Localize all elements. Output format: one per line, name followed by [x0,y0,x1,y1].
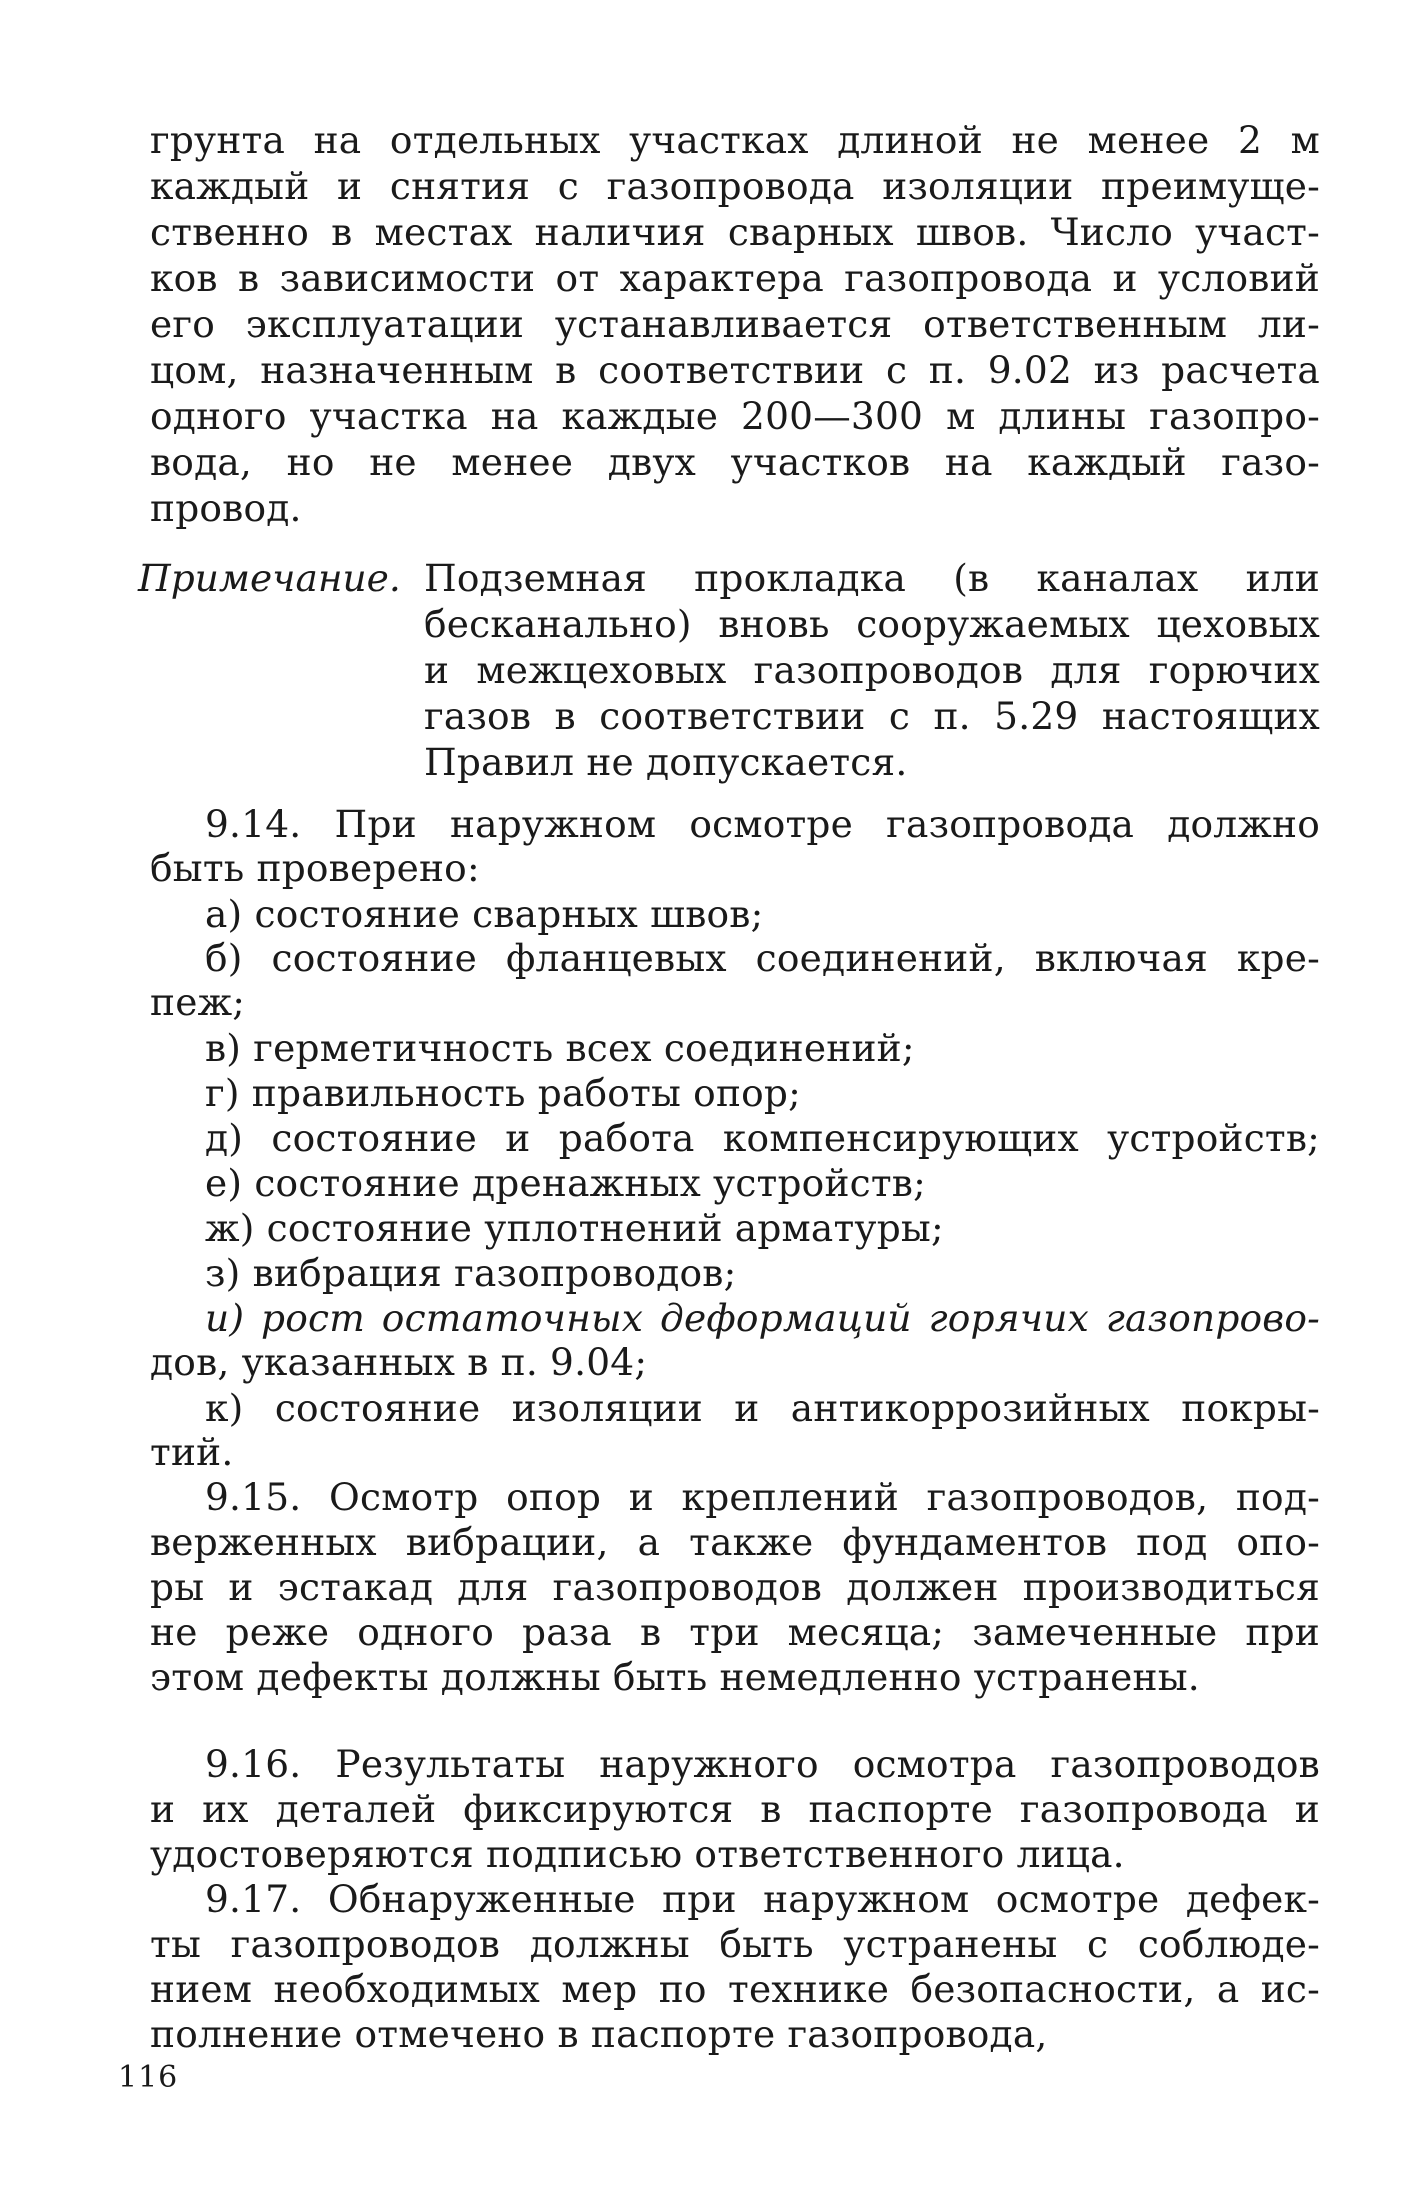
text-line: не реже одного раза в три месяца; замеченные при [150,1610,1320,1654]
note-line: и межцеховых газопроводов для горючих [424,648,1320,692]
text-line: одного участка на каждые 200—300 м длины газопро- [150,394,1320,438]
text-line: грунта на отдельных участках длиной не менее 2 м [150,118,1320,162]
text-line: цом, назначенным в соответствии с п. 9.02 из расчета [150,348,1320,392]
list-item: ж) состояние уплотнений арматуры; [205,1206,944,1250]
section-heading-line: 9.15. Осмотр опор и креплений газопроводов, под- [205,1475,1320,1519]
list-item: а) состояние сварных швов; [205,892,764,936]
list-item: и) рост остаточных деформаций горячих газопрово- [205,1296,1320,1340]
text-line: ков в зависимости от характера газопровода и условий [150,256,1320,300]
text-line: удостоверяются подписью ответственного лица. [150,1832,1125,1876]
text-line: и их деталей фиксируются в паспорте газопровода и [150,1787,1320,1831]
text-line: ты газопроводов должны быть устранены с соблюде- [150,1922,1320,1966]
text-line: полнение отмечено в паспорте газопровода, [150,2012,1048,2056]
text-line: верженных вибрации, а также фундаментов под опо- [150,1520,1320,1564]
note-label: Примечание. [138,556,401,600]
note-line: бесканально) вновь сооружаемых цеховых [424,602,1320,646]
list-item: в) герметичность всех соединений; [205,1026,915,1070]
list-item-continuation: дов, указанных в п. 9.04; [150,1340,648,1384]
text-line: его эксплуатации устанавливается ответственным ли- [150,302,1320,346]
text-line: провод. [150,486,302,530]
list-item: е) состояние дренажных устройств; [205,1161,926,1205]
list-item: б) состояние фланцевых соединений, включая кре- [205,936,1320,980]
section-heading-line: 9.17. Обнаруженные при наружном осмотре дефек- [205,1877,1320,1921]
list-item-continuation: пеж; [150,980,246,1024]
note-line: Подземная прокладка (в каналах или [424,556,1320,600]
page-number: 116 [118,2060,179,2095]
text-line: вода, но не менее двух участков на каждый газо- [150,440,1320,484]
text-line: ственно в местах наличия сварных швов. Число участ- [150,210,1320,254]
list-item: г) правильность работы опор; [205,1071,801,1115]
section-heading-line: 9.14. При наружном осмотре газопровода должно [205,802,1320,846]
text-line: ры и эстакад для газопроводов должен производиться [150,1565,1320,1609]
text-line: нием необходимых мер по технике безопасности, а ис- [150,1967,1320,2011]
list-item-continuation: тий. [150,1430,234,1474]
list-item: з) вибрация газопроводов; [205,1251,737,1295]
note-line: газов в соответствии с п. 5.29 настоящих [424,694,1320,738]
list-item: д) состояние и работа компенсирующих устройств; [205,1116,1320,1160]
text-line: каждый и снятия с газопровода изоляции преимуще- [150,164,1320,208]
list-item: к) состояние изоляции и антикоррозийных покры- [205,1386,1320,1430]
text-line: быть проверено: [150,846,480,890]
section-heading-line: 9.16. Результаты наружного осмотра газопроводов [205,1742,1320,1786]
text-line: этом дефекты должны быть немедленно устранены. [150,1655,1200,1699]
note-line: Правил не допускается. [424,740,908,784]
